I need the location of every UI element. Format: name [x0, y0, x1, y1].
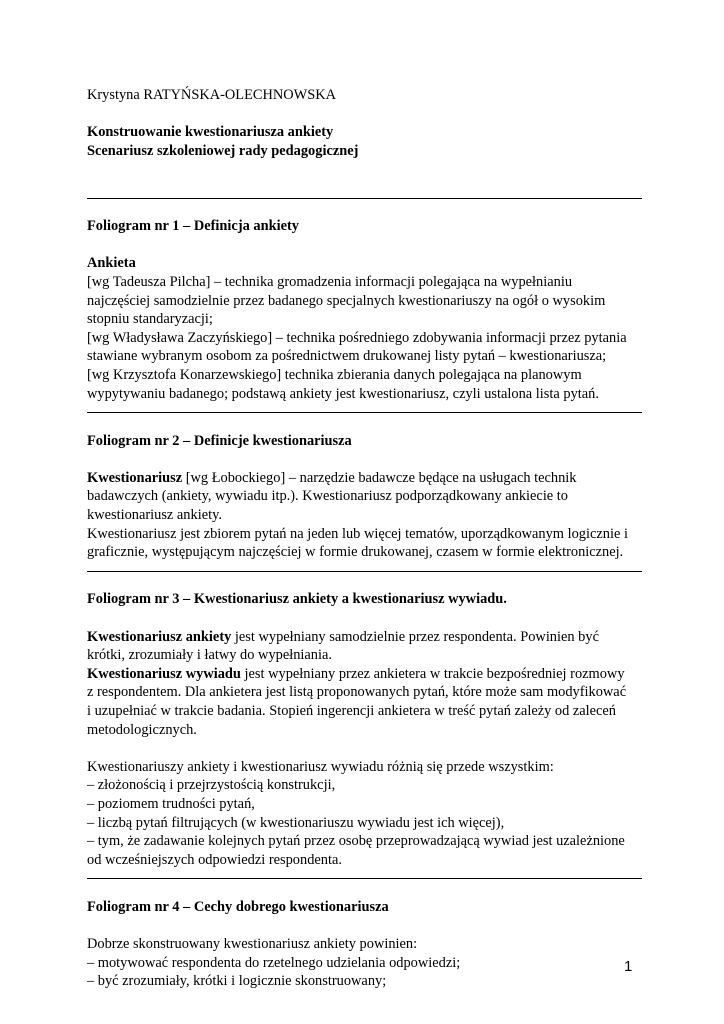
author: Krystyna RATYŃSKA-OLECHNOWSKA — [87, 87, 337, 103]
text-line: wypytywaniu badanego; podstawą ankiety jest kwestionariusz, czyli ustalona lista pytań. — [87, 385, 599, 402]
list-item: – złożonością i przejrzystością konstrukcji, — [87, 777, 336, 794]
text-line — [87, 469, 642, 488]
text-line: graficznie, występującym najczęściej w formie drukowanej, czasem w formie elektronicznej. — [87, 544, 624, 561]
term: Kwestionariusz ankiety — [87, 628, 232, 645]
list-item: – liczbą pytań filtrujących (w kwestionariuszu wywiadu jest ich więcej), — [87, 814, 505, 831]
text-line: krótki, zrozumiały i łatwy do wypełniania. — [87, 647, 332, 664]
text-line: Kwestionariusz jest zbiorem pytań na jeden lub więcej tematów, uporządkowanym logicznie i — [87, 525, 628, 542]
text-line: [wg Władysława Zaczyńskiego] – technika pośredniego zdobywania informacji przez pytania — [87, 329, 627, 346]
list-item: – tym, że zadawanie kolejnych pytań przez osobę przeprowadzającą wywiad jest uzależnione — [87, 833, 625, 850]
text-line: i uzupełniać w trakcie badania. Stopień ingerencji ankietera w treść pytań zależy od zaleceń — [87, 703, 617, 719]
text-run: jest wypełniany samodzielnie przez respondenta. Powinien być — [231, 628, 599, 645]
text-line: Dobrze skonstruowany kwestionariusz ankiety powinien: — [87, 936, 418, 953]
text-line — [87, 665, 642, 684]
document-title: Konstruowanie kwestionariusza ankiety — [87, 124, 334, 141]
text-line: [wg Krzysztofa Konarzewskiego] technika zbierania danych polegająca na planowym — [87, 366, 582, 383]
list-item: – poziomem trudności pytań, — [87, 795, 255, 812]
text-run: [wg Łobockiego] – narzędzie badawcze będące na usługach technik — [182, 469, 577, 486]
term: Kwestionariusz wywiadu — [87, 665, 241, 682]
text-line: od wcześniejszych odpowiedzi respondenta. — [87, 851, 342, 868]
text-line: Kwestionariuszy ankiety i kwestionariusz wywiadu różnią się przede wszystkim: — [87, 758, 554, 775]
text-line: stawiane wybranym osobom za pośrednictwem drukowanej listy pytań – kwestionariusza; — [87, 348, 607, 365]
section-heading: Foliogram nr 3 – Kwestionariusz ankiety a kwestionariusz wywiadu. — [87, 591, 507, 608]
section-heading: Foliogram nr 2 – Definicje kwestionariusza — [87, 432, 352, 449]
text-line: badawczych (ankiety, wywiadu itp.). Kwestionariusz podporządkowany ankiecie to — [87, 488, 568, 505]
term: Kwestionariusz — [87, 469, 183, 486]
document-page — [87, 86, 642, 991]
text-line: stopniu standaryzacji; — [87, 311, 213, 328]
text-line: [wg Tadeusza Pilcha] – technika gromadzenia informacji polegająca na wypełnianiu — [87, 273, 573, 290]
section-subheading: Ankieta — [87, 255, 136, 272]
text-line: z respondentem. Dla ankietera jest listą proponowanych pytań, które może sam modyfikować — [87, 684, 627, 701]
section-heading: Foliogram nr 1 – Definicja ankiety — [87, 218, 299, 235]
text-run: jest wypełniany przez ankietera w trakcie bezpośredniej rozmowy — [240, 665, 625, 682]
text-line — [87, 628, 642, 647]
list-item: – być zrozumiały, krótki i logicznie skonstruowany; — [87, 973, 387, 990]
list-item: – motywować respondenta do rzetelnego udzielania odpowiedzi; — [87, 954, 461, 971]
page-number: 1 — [624, 958, 633, 975]
section-heading: Foliogram nr 4 – Cechy dobrego kwestionariusza — [87, 898, 389, 915]
text-line: najczęściej samodzielnie przez badanego specjalnych kwestionariuszy na ogół o wysokim — [87, 292, 606, 309]
document-subtitle: Scenariusz szkoleniowej rady pedagogicznej — [87, 142, 359, 159]
text-line: kwestionariusz ankiety. — [87, 507, 222, 524]
text-line: metodologicznych. — [87, 721, 197, 738]
